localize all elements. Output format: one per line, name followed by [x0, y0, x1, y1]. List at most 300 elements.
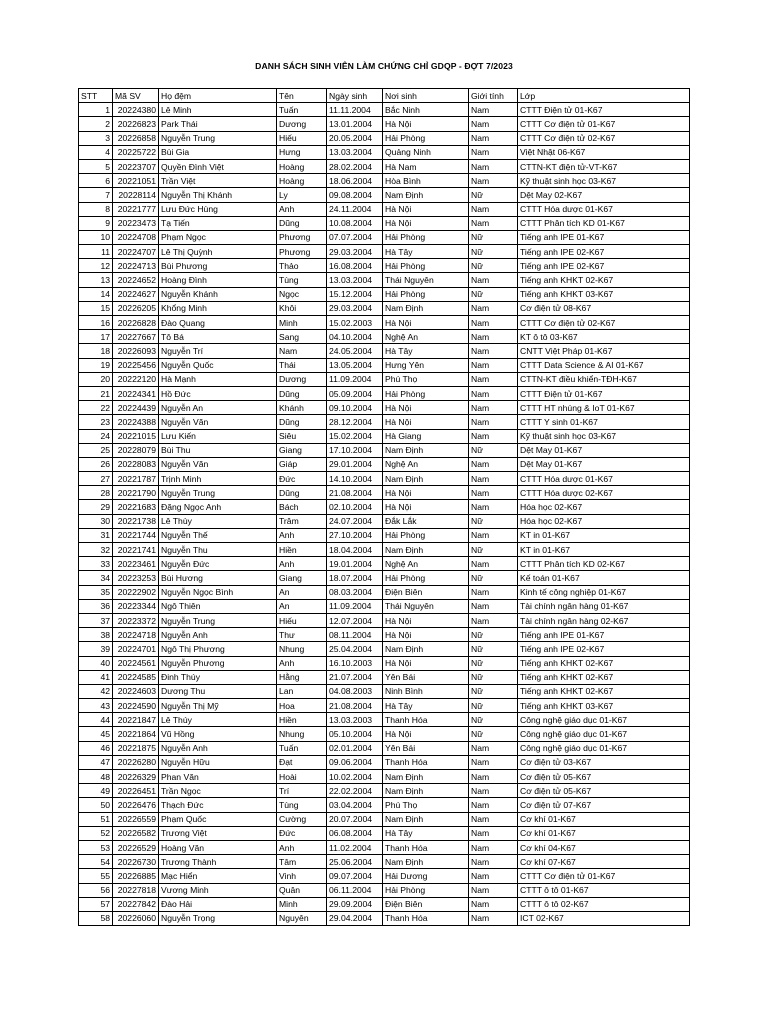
- table-row: [79, 188, 690, 202]
- cell-ten: Minh: [277, 316, 327, 330]
- cell-stt: 37: [79, 613, 113, 627]
- header-ho-dem: Họ đệm: [159, 89, 277, 103]
- cell-stt: 58: [79, 911, 113, 925]
- cell-lop: Tiếng anh IPE 01-K67: [518, 628, 690, 642]
- table-row: [79, 401, 690, 415]
- cell-ma-sv: 20224701: [113, 642, 159, 656]
- cell-noi-sinh: Nghệ An: [383, 557, 469, 571]
- table-row: [79, 883, 690, 897]
- cell-ten: Đức: [277, 826, 327, 840]
- cell-ma-sv: 20228114: [113, 188, 159, 202]
- cell-stt: 9: [79, 216, 113, 230]
- cell-stt: 27: [79, 472, 113, 486]
- cell-ho-dem: Trần Ngọc: [159, 784, 277, 798]
- cell-ngay-sinh: 21.08.2004: [327, 486, 383, 500]
- cell-noi-sinh: Hải Phòng: [383, 230, 469, 244]
- table-body: [79, 103, 690, 926]
- cell-lop: KT ô tô 03-K67: [518, 330, 690, 344]
- cell-ma-sv: 20226730: [113, 855, 159, 869]
- cell-stt: 12: [79, 259, 113, 273]
- cell-stt: 46: [79, 741, 113, 755]
- cell-ngay-sinh: 15.02.2004: [327, 429, 383, 443]
- cell-noi-sinh: Hà Nội: [383, 117, 469, 131]
- cell-ten: Thư: [277, 628, 327, 642]
- cell-ma-sv: 20224652: [113, 273, 159, 287]
- cell-lop: Tiếng anh KHKT 02-K67: [518, 273, 690, 287]
- cell-noi-sinh: Hà Nội: [383, 613, 469, 627]
- table-row: [79, 259, 690, 273]
- table-row: [79, 585, 690, 599]
- cell-ten: Tâm: [277, 855, 327, 869]
- cell-lop: Hóa học 02-K67: [518, 514, 690, 528]
- cell-ten: Phương: [277, 230, 327, 244]
- cell-ho-dem: Hoàng Đình: [159, 273, 277, 287]
- cell-ho-dem: Đào Quang: [159, 316, 277, 330]
- table-row: [79, 273, 690, 287]
- table-row: [79, 415, 690, 429]
- cell-ma-sv: 20223707: [113, 159, 159, 173]
- cell-ten: Bách: [277, 500, 327, 514]
- cell-gioi-tinh: Nam: [469, 897, 518, 911]
- cell-noi-sinh: Thái Nguyên: [383, 273, 469, 287]
- cell-gioi-tinh: Nam: [469, 330, 518, 344]
- cell-ngay-sinh: 06.11.2004: [327, 883, 383, 897]
- cell-ma-sv: 20221683: [113, 500, 159, 514]
- cell-ngay-sinh: 11.02.2004: [327, 840, 383, 854]
- cell-noi-sinh: Đắk Lắk: [383, 514, 469, 528]
- cell-stt: 55: [79, 869, 113, 883]
- cell-ngay-sinh: 22.02.2004: [327, 784, 383, 798]
- header-noi-sinh: Nơi sinh: [383, 89, 469, 103]
- cell-ngay-sinh: 28.02.2004: [327, 159, 383, 173]
- table-row: [79, 103, 690, 117]
- cell-ma-sv: 20224707: [113, 245, 159, 259]
- cell-stt: 56: [79, 883, 113, 897]
- cell-gioi-tinh: Nam: [469, 585, 518, 599]
- cell-ngay-sinh: 10.08.2004: [327, 216, 383, 230]
- table-row: [79, 287, 690, 301]
- cell-ho-dem: Nguyễn Anh: [159, 628, 277, 642]
- cell-ngay-sinh: 18.07.2004: [327, 571, 383, 585]
- cell-ngay-sinh: 18.06.2004: [327, 174, 383, 188]
- cell-gioi-tinh: Nam: [469, 599, 518, 613]
- cell-noi-sinh: Hải Dương: [383, 869, 469, 883]
- cell-ten: Hiền: [277, 543, 327, 557]
- cell-ten: Anh: [277, 656, 327, 670]
- cell-gioi-tinh: Nam: [469, 812, 518, 826]
- table-row: [79, 117, 690, 131]
- header-lop: Lớp: [518, 89, 690, 103]
- cell-lop: CTTT Phân tích KD 01-K67: [518, 216, 690, 230]
- cell-ho-dem: Park Thái: [159, 117, 277, 131]
- cell-lop: Dệt May 02-K67: [518, 188, 690, 202]
- cell-ma-sv: 20226582: [113, 826, 159, 840]
- cell-gioi-tinh: Nữ: [469, 188, 518, 202]
- cell-ngay-sinh: 29.09.2004: [327, 897, 383, 911]
- cell-ten: Thảo: [277, 259, 327, 273]
- cell-lop: CTTT Hóa dược 01-K67: [518, 472, 690, 486]
- cell-stt: 35: [79, 585, 113, 599]
- cell-gioi-tinh: Nữ: [469, 699, 518, 713]
- cell-ho-dem: Lưu Kiến: [159, 429, 277, 443]
- cell-lop: CTTT Điện tử 01-K67: [518, 386, 690, 400]
- cell-ten: Trí: [277, 784, 327, 798]
- cell-ten: Hưng: [277, 145, 327, 159]
- cell-stt: 20: [79, 372, 113, 386]
- cell-ho-dem: Nguyễn Anh: [159, 741, 277, 755]
- cell-noi-sinh: Hải Phòng: [383, 287, 469, 301]
- cell-noi-sinh: Nam Định: [383, 812, 469, 826]
- cell-gioi-tinh: Nam: [469, 415, 518, 429]
- cell-ngay-sinh: 13.03.2004: [327, 145, 383, 159]
- cell-ten: Anh: [277, 557, 327, 571]
- cell-stt: 52: [79, 826, 113, 840]
- cell-ten: Hoàng: [277, 159, 327, 173]
- cell-lop: Tiếng anh KHKT 02-K67: [518, 684, 690, 698]
- cell-ho-dem: Lưu Đức Hùng: [159, 202, 277, 216]
- cell-ngay-sinh: 04.08.2003: [327, 684, 383, 698]
- cell-gioi-tinh: Nữ: [469, 642, 518, 656]
- cell-gioi-tinh: Nam: [469, 869, 518, 883]
- cell-ho-dem: Bùi Phương: [159, 259, 277, 273]
- table-row: [79, 812, 690, 826]
- cell-stt: 33: [79, 557, 113, 571]
- cell-ma-sv: 20226060: [113, 911, 159, 925]
- cell-stt: 17: [79, 330, 113, 344]
- cell-stt: 29: [79, 500, 113, 514]
- cell-ten: Giang: [277, 443, 327, 457]
- cell-ngay-sinh: 11.11.2004: [327, 103, 383, 117]
- cell-lop: Tiếng anh IPE 01-K67: [518, 230, 690, 244]
- cell-ma-sv: 20224439: [113, 401, 159, 415]
- table-row: [79, 159, 690, 173]
- cell-gioi-tinh: Nữ: [469, 287, 518, 301]
- cell-stt: 1: [79, 103, 113, 117]
- cell-noi-sinh: Yên Bái: [383, 670, 469, 684]
- cell-stt: 57: [79, 897, 113, 911]
- cell-stt: 51: [79, 812, 113, 826]
- cell-stt: 15: [79, 301, 113, 315]
- cell-lop: Cơ điện tử 07-K67: [518, 798, 690, 812]
- cell-ma-sv: 20224380: [113, 103, 159, 117]
- cell-ho-dem: Nguyễn Khánh: [159, 287, 277, 301]
- cell-lop: CTTT Cơ điện tử 02-K67: [518, 131, 690, 145]
- cell-ngay-sinh: 09.06.2004: [327, 755, 383, 769]
- table-row: [79, 684, 690, 698]
- cell-noi-sinh: Hải Phòng: [383, 386, 469, 400]
- cell-lop: Cơ điện tử 08-K67: [518, 301, 690, 315]
- cell-ten: Tùng: [277, 273, 327, 287]
- table-row: [79, 897, 690, 911]
- table-row: [79, 500, 690, 514]
- cell-ngay-sinh: 14.10.2004: [327, 472, 383, 486]
- cell-lop: Kế toán 01-K67: [518, 571, 690, 585]
- cell-stt: 44: [79, 713, 113, 727]
- cell-ho-dem: Dương Thu: [159, 684, 277, 698]
- cell-stt: 11: [79, 245, 113, 259]
- cell-gioi-tinh: Nam: [469, 557, 518, 571]
- cell-ten: Giang: [277, 571, 327, 585]
- cell-lop: CTTT Phân tích KD 02-K67: [518, 557, 690, 571]
- cell-ngay-sinh: 09.07.2004: [327, 869, 383, 883]
- cell-ho-dem: Bùi Hương: [159, 571, 277, 585]
- cell-noi-sinh: Nam Định: [383, 543, 469, 557]
- cell-ma-sv: 20226529: [113, 840, 159, 854]
- cell-lop: Dệt May 01-K67: [518, 457, 690, 471]
- cell-stt: 14: [79, 287, 113, 301]
- header-ngay-sinh: Ngày sinh: [327, 89, 383, 103]
- cell-noi-sinh: Nghệ An: [383, 457, 469, 471]
- cell-ho-dem: Phạm Quốc: [159, 812, 277, 826]
- table-row: [79, 230, 690, 244]
- table-row: [79, 543, 690, 557]
- cell-ma-sv: 20221847: [113, 713, 159, 727]
- student-table: [78, 88, 690, 926]
- cell-noi-sinh: Thanh Hóa: [383, 911, 469, 925]
- header-stt: STT: [79, 89, 113, 103]
- cell-gioi-tinh: Nam: [469, 131, 518, 145]
- table-row: [79, 316, 690, 330]
- cell-ma-sv: 20227818: [113, 883, 159, 897]
- cell-ngay-sinh: 06.08.2004: [327, 826, 383, 840]
- cell-ho-dem: Đào Hải: [159, 897, 277, 911]
- cell-gioi-tinh: Nam: [469, 770, 518, 784]
- cell-ngay-sinh: 21.08.2004: [327, 699, 383, 713]
- cell-gioi-tinh: Nam: [469, 174, 518, 188]
- cell-ma-sv: 20224341: [113, 386, 159, 400]
- cell-gioi-tinh: Nam: [469, 826, 518, 840]
- cell-stt: 3: [79, 131, 113, 145]
- cell-ngay-sinh: 16.10.2003: [327, 656, 383, 670]
- cell-ma-sv: 20224713: [113, 259, 159, 273]
- cell-ten: Hoa: [277, 699, 327, 713]
- cell-ma-sv: 20226451: [113, 784, 159, 798]
- cell-ho-dem: Vương Minh: [159, 883, 277, 897]
- cell-ten: Nguyên: [277, 911, 327, 925]
- table-row: [79, 514, 690, 528]
- cell-lop: Cơ khí 01-K67: [518, 826, 690, 840]
- cell-noi-sinh: Yên Bái: [383, 741, 469, 755]
- cell-noi-sinh: Hà Tây: [383, 826, 469, 840]
- cell-ho-dem: Trần Việt: [159, 174, 277, 188]
- cell-ngay-sinh: 19.01.2004: [327, 557, 383, 571]
- table-row: [79, 301, 690, 315]
- cell-gioi-tinh: Nữ: [469, 656, 518, 670]
- cell-stt: 25: [79, 443, 113, 457]
- cell-stt: 23: [79, 415, 113, 429]
- cell-lop: CTTT ô tô 01-K67: [518, 883, 690, 897]
- table-row: [79, 770, 690, 784]
- cell-ma-sv: 20226559: [113, 812, 159, 826]
- cell-gioi-tinh: Nam: [469, 613, 518, 627]
- cell-ten: Thái: [277, 358, 327, 372]
- cell-ten: Tuấn: [277, 741, 327, 755]
- cell-ten: Trâm: [277, 514, 327, 528]
- cell-ngay-sinh: 03.04.2004: [327, 798, 383, 812]
- cell-gioi-tinh: Nữ: [469, 543, 518, 557]
- cell-gioi-tinh: Nam: [469, 358, 518, 372]
- cell-lop: Cơ khí 07-K67: [518, 855, 690, 869]
- cell-ten: Nam: [277, 344, 327, 358]
- cell-ngay-sinh: 07.07.2004: [327, 230, 383, 244]
- table-header-row: [79, 89, 690, 103]
- table-row: [79, 145, 690, 159]
- cell-ten: Hoàng: [277, 174, 327, 188]
- cell-lop: CTTT ô tô 02-K67: [518, 897, 690, 911]
- cell-noi-sinh: Nam Định: [383, 784, 469, 798]
- cell-lop: Cơ điện tử 03-K67: [518, 755, 690, 769]
- cell-ngay-sinh: 25.06.2004: [327, 855, 383, 869]
- cell-stt: 2: [79, 117, 113, 131]
- cell-ngay-sinh: 05.09.2004: [327, 386, 383, 400]
- cell-stt: 10: [79, 230, 113, 244]
- cell-noi-sinh: Hải Phòng: [383, 571, 469, 585]
- table-row: [79, 727, 690, 741]
- cell-lop: CTTT Điện tử 01-K67: [518, 103, 690, 117]
- table-row: [79, 670, 690, 684]
- cell-ho-dem: Nguyễn Trung: [159, 613, 277, 627]
- cell-gioi-tinh: Nam: [469, 401, 518, 415]
- cell-gioi-tinh: Nữ: [469, 230, 518, 244]
- cell-lop: Hóa học 02-K67: [518, 500, 690, 514]
- cell-lop: Dệt May 01-K67: [518, 443, 690, 457]
- cell-ho-dem: Hà Mạnh: [159, 372, 277, 386]
- cell-noi-sinh: Hà Nam: [383, 159, 469, 173]
- table-row: [79, 372, 690, 386]
- cell-ho-dem: Lê Minh: [159, 103, 277, 117]
- cell-ten: Đức: [277, 472, 327, 486]
- cell-noi-sinh: Nghệ An: [383, 330, 469, 344]
- cell-ma-sv: 20221051: [113, 174, 159, 188]
- cell-ngay-sinh: 02.01.2004: [327, 741, 383, 755]
- cell-ho-dem: Nguyễn Thế: [159, 528, 277, 542]
- cell-noi-sinh: Điện Biên: [383, 585, 469, 599]
- cell-noi-sinh: Hà Nội: [383, 500, 469, 514]
- cell-noi-sinh: Hưng Yên: [383, 358, 469, 372]
- cell-stt: 7: [79, 188, 113, 202]
- header-gioi-tinh: Giới tính: [469, 89, 518, 103]
- cell-ten: Đạt: [277, 755, 327, 769]
- cell-ngay-sinh: 24.07.2004: [327, 514, 383, 528]
- cell-ma-sv: 20225456: [113, 358, 159, 372]
- table-row: [79, 784, 690, 798]
- table-row: [79, 713, 690, 727]
- cell-ngay-sinh: 04.10.2004: [327, 330, 383, 344]
- table-row: [79, 202, 690, 216]
- cell-ho-dem: Phan Văn: [159, 770, 277, 784]
- cell-ma-sv: 20222120: [113, 372, 159, 386]
- cell-lop: Tiếng anh IPE 02-K67: [518, 642, 690, 656]
- cell-ma-sv: 20224627: [113, 287, 159, 301]
- cell-stt: 24: [79, 429, 113, 443]
- cell-ma-sv: 20223344: [113, 599, 159, 613]
- cell-ngay-sinh: 28.12.2004: [327, 415, 383, 429]
- cell-gioi-tinh: Nữ: [469, 628, 518, 642]
- cell-noi-sinh: Nam Định: [383, 443, 469, 457]
- cell-stt: 36: [79, 599, 113, 613]
- cell-ngay-sinh: 17.10.2004: [327, 443, 383, 457]
- cell-ma-sv: 20221741: [113, 543, 159, 557]
- cell-ngay-sinh: 02.10.2004: [327, 500, 383, 514]
- cell-lop: Tiếng anh KHKT 03-K67: [518, 699, 690, 713]
- cell-gioi-tinh: Nam: [469, 840, 518, 854]
- table-row: [79, 628, 690, 642]
- cell-ma-sv: 20226329: [113, 770, 159, 784]
- cell-lop: CTTT Hóa dược 02-K67: [518, 486, 690, 500]
- cell-stt: 13: [79, 273, 113, 287]
- table-row: [79, 429, 690, 443]
- table-row: [79, 699, 690, 713]
- cell-ho-dem: Đặng Ngọc Anh: [159, 500, 277, 514]
- cell-stt: 38: [79, 628, 113, 642]
- cell-lop: Tiếng anh IPE 02-K67: [518, 245, 690, 259]
- cell-gioi-tinh: Nam: [469, 472, 518, 486]
- cell-ten: An: [277, 599, 327, 613]
- cell-ma-sv: 20226205: [113, 301, 159, 315]
- cell-ma-sv: 20228079: [113, 443, 159, 457]
- cell-noi-sinh: Quảng Ninh: [383, 145, 469, 159]
- cell-ngay-sinh: 11.09.2004: [327, 599, 383, 613]
- cell-ho-dem: Lê Thị Quỳnh: [159, 245, 277, 259]
- cell-ho-dem: Nguyễn Thị Mỹ: [159, 699, 277, 713]
- cell-gioi-tinh: Nam: [469, 344, 518, 358]
- cell-ho-dem: Nguyễn Đức: [159, 557, 277, 571]
- cell-ho-dem: Trương Việt: [159, 826, 277, 840]
- cell-noi-sinh: Hải Phòng: [383, 131, 469, 145]
- cell-ma-sv: 20224603: [113, 684, 159, 698]
- cell-ten: Dũng: [277, 386, 327, 400]
- cell-noi-sinh: Nam Định: [383, 188, 469, 202]
- cell-ho-dem: Tô Bá: [159, 330, 277, 344]
- cell-ho-dem: Khổng Minh: [159, 301, 277, 315]
- table-row: [79, 656, 690, 670]
- cell-noi-sinh: Nam Định: [383, 855, 469, 869]
- cell-ma-sv: 20224708: [113, 230, 159, 244]
- cell-ngay-sinh: 12.07.2004: [327, 613, 383, 627]
- cell-ten: Cường: [277, 812, 327, 826]
- cell-lop: Công nghệ giáo dục 01-K67: [518, 741, 690, 755]
- cell-ho-dem: Hồ Đức: [159, 386, 277, 400]
- cell-ma-sv: 20228083: [113, 457, 159, 471]
- cell-gioi-tinh: Nam: [469, 528, 518, 542]
- cell-ngay-sinh: 24.05.2004: [327, 344, 383, 358]
- cell-ma-sv: 20224590: [113, 699, 159, 713]
- cell-ten: Giáp: [277, 457, 327, 471]
- table-row: [79, 613, 690, 627]
- cell-gioi-tinh: Nữ: [469, 514, 518, 528]
- cell-ho-dem: Nguyễn Trung: [159, 131, 277, 145]
- cell-noi-sinh: Hà Nội: [383, 401, 469, 415]
- cell-stt: 49: [79, 784, 113, 798]
- cell-ma-sv: 20222902: [113, 585, 159, 599]
- cell-noi-sinh: Hải Phòng: [383, 259, 469, 273]
- cell-ho-dem: Nguyễn Thị Khánh: [159, 188, 277, 202]
- document-title: DANH SÁCH SINH VIÊN LÀM CHỨNG CHỈ GDQP - ĐỢT 7/2023: [255, 61, 513, 71]
- cell-ten: Ngọc: [277, 287, 327, 301]
- cell-lop: Cơ khí 01-K67: [518, 812, 690, 826]
- cell-lop: CTTT Cơ điện tử 02-K67: [518, 316, 690, 330]
- cell-gioi-tinh: Nam: [469, 911, 518, 925]
- cell-lop: Công nghệ giáo dục 01-K67: [518, 727, 690, 741]
- cell-ma-sv: 20226280: [113, 755, 159, 769]
- cell-stt: 21: [79, 386, 113, 400]
- cell-ngay-sinh: 20.07.2004: [327, 812, 383, 826]
- cell-noi-sinh: Hà Nội: [383, 727, 469, 741]
- cell-lop: CTTT Hóa dược 01-K67: [518, 202, 690, 216]
- table-row: [79, 131, 690, 145]
- cell-noi-sinh: Bắc Ninh: [383, 103, 469, 117]
- cell-noi-sinh: Thanh Hóa: [383, 840, 469, 854]
